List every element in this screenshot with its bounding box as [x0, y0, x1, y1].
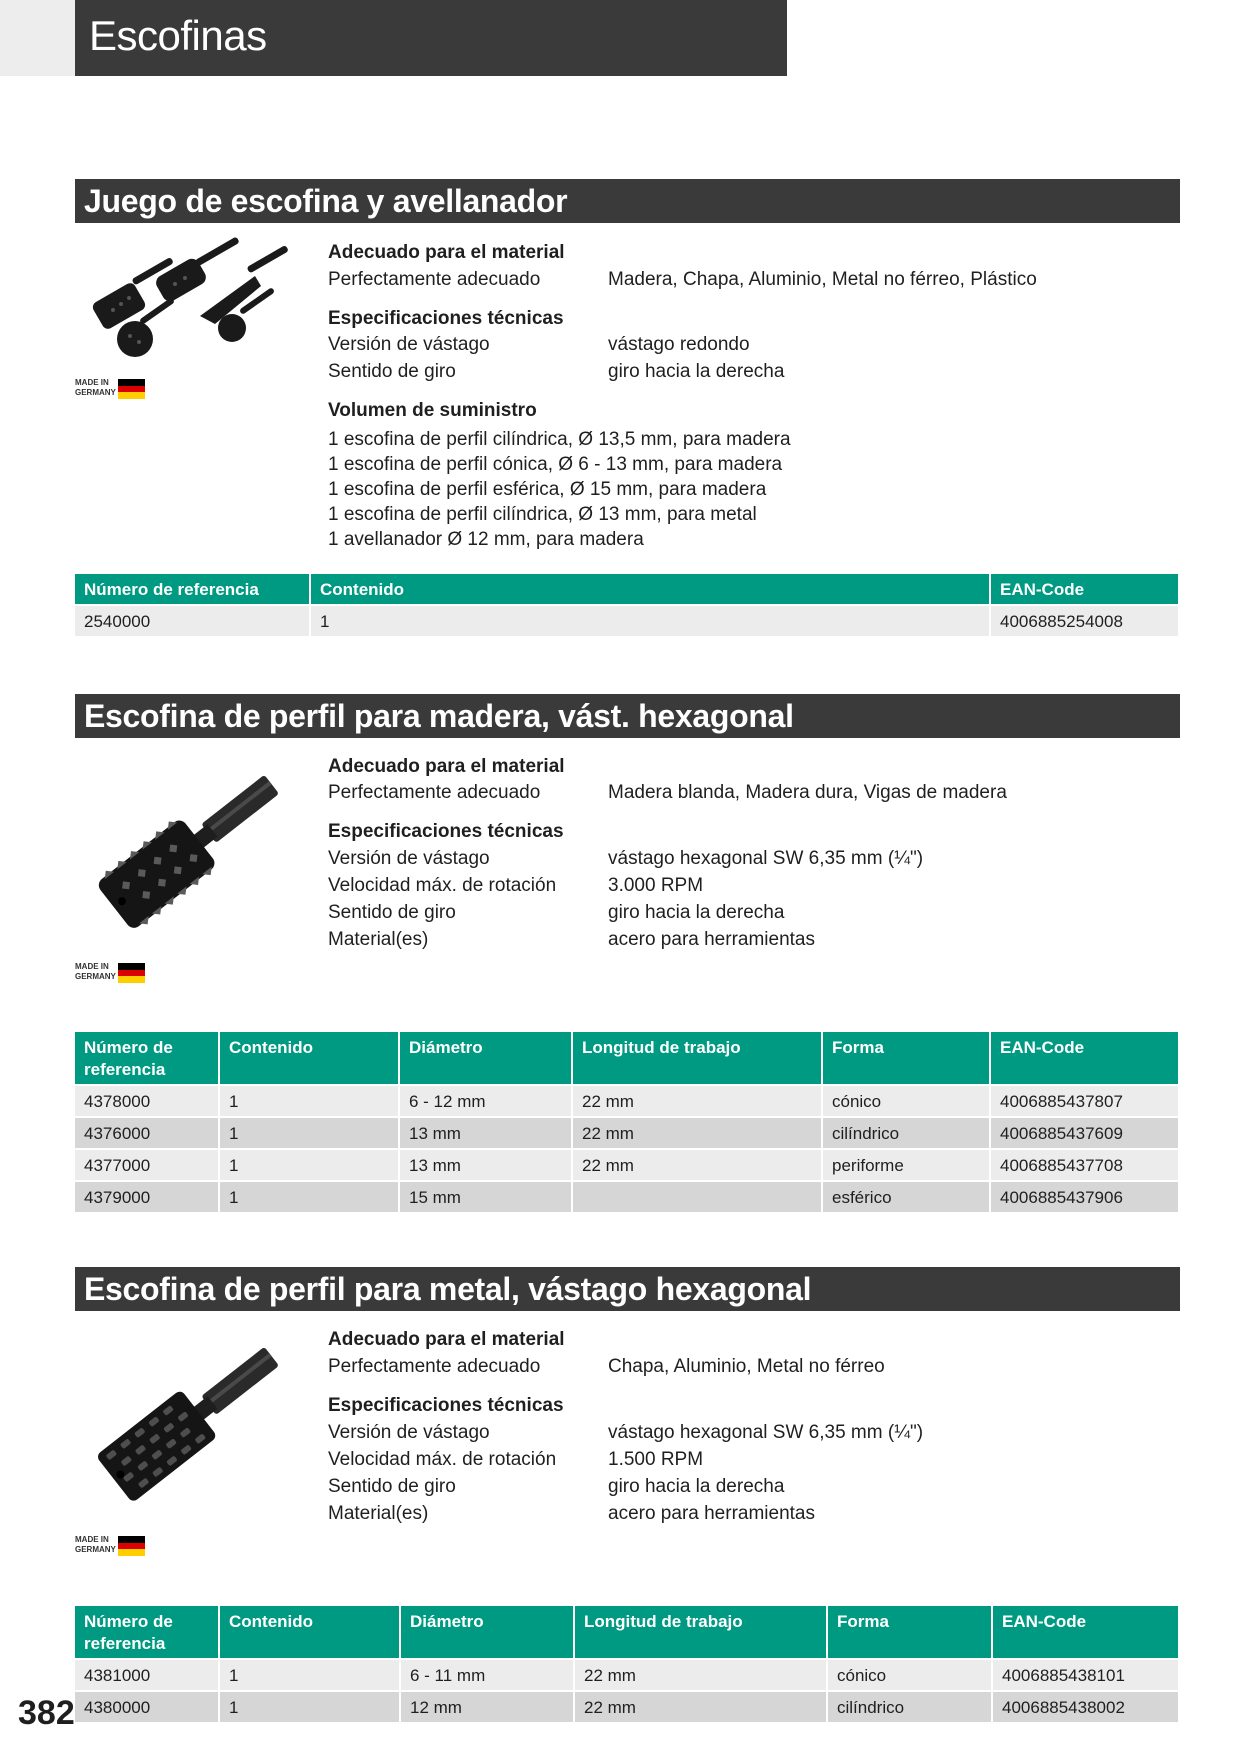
table-cell: 1: [219, 1149, 399, 1181]
table-cell: 4381000: [75, 1659, 219, 1691]
made-in-germany-badge: [75, 962, 155, 984]
material-label: Perfectamente adecuado: [328, 1356, 541, 1377]
table-cell: cilíndrico: [827, 1691, 992, 1722]
table-cell: 1: [219, 1085, 399, 1117]
column-header: EAN-Code: [992, 1606, 1178, 1659]
table-cell: 4006885254008: [990, 605, 1178, 636]
spec-value: giro hacia la derecha: [608, 902, 785, 923]
spec-label: Velocidad máx. de rotación: [328, 875, 557, 896]
made-in-line2: GERMANY: [75, 1545, 116, 1554]
spec-value: vástago hexagonal SW 6,35 mm (¼"): [608, 848, 924, 869]
spec-value: vástago hexagonal SW 6,35 mm (¼"): [608, 1422, 924, 1443]
material-value: Madera, Chapa, Aluminio, Metal no férreo, Plástico: [608, 269, 1037, 290]
spec-value: acero para herramientas: [608, 929, 815, 950]
table-cell: 4379000: [75, 1181, 219, 1212]
spec-label: Velocidad máx. de rotación: [328, 1449, 557, 1470]
rasp-set-image: [75, 236, 305, 366]
specs-heading: Especificaciones técnicas: [328, 821, 564, 842]
material-value: Chapa, Aluminio, Metal no férreo: [608, 1356, 885, 1377]
table-row: [75, 605, 1178, 636]
specs-heading: Especificaciones técnicas: [328, 1395, 564, 1416]
table-cell: 22 mm: [572, 1149, 822, 1181]
table-header-row: [75, 1032, 1178, 1085]
german-flag-icon: [118, 1536, 145, 1556]
table-cell: 4006885437906: [990, 1181, 1178, 1212]
spec-label: Versión de vástago: [328, 1422, 490, 1443]
column-header: Longitud de trabajo: [572, 1032, 822, 1085]
column-header: EAN-Code: [990, 1032, 1178, 1085]
table-cell: [572, 1181, 822, 1212]
column-header: Número de referencia: [75, 1032, 219, 1085]
section-title: Escofina de perfil para madera, vást. hexagonal: [84, 698, 794, 734]
page-title: Escofinas: [89, 12, 267, 59]
supply-item: 1 avellanador Ø 12 mm, para madera: [328, 529, 644, 550]
wood-rasp-image: [75, 752, 305, 942]
table-cell: 15 mm: [399, 1181, 572, 1212]
table-row: [75, 1181, 1178, 1212]
table-cell: 13 mm: [399, 1149, 572, 1181]
column-header: Longitud de trabajo: [574, 1606, 827, 1659]
spec-label: Material(es): [328, 1503, 429, 1524]
table-cell: 22 mm: [574, 1659, 827, 1691]
product-table: [75, 1032, 1178, 1212]
product-table: [75, 1606, 1178, 1722]
spec-value: 3.000 RPM: [608, 875, 704, 896]
made-in-germany-badge: [75, 1535, 155, 1557]
column-header: Número de referencia: [75, 574, 310, 605]
supply-item: 1 escofina de perfil cónica, Ø 6 - 13 mm, para madera: [328, 454, 783, 475]
spec-value: giro hacia la derecha: [608, 1476, 785, 1497]
table-cell: 4380000: [75, 1691, 219, 1722]
column-header: Contenido: [219, 1032, 399, 1085]
spec-label: Sentido de giro: [328, 902, 456, 923]
spec-value: vástago redondo: [608, 334, 750, 355]
material-heading: Adecuado para el material: [328, 756, 565, 777]
table-cell: 4006885438101: [992, 1659, 1178, 1691]
table-cell: 1: [219, 1117, 399, 1149]
page-edge-strip: [0, 0, 75, 76]
table-cell: 1: [219, 1659, 400, 1691]
table-header-row: [75, 1606, 1178, 1659]
table-cell: 4006885438002: [992, 1691, 1178, 1722]
table-row: [75, 1117, 1178, 1149]
section-title-bar: [75, 179, 1180, 223]
column-header: Contenido: [310, 574, 990, 605]
table-cell: 22 mm: [572, 1085, 822, 1117]
spec-label: Versión de vástago: [328, 334, 490, 355]
material-heading: Adecuado para el material: [328, 1329, 565, 1350]
table-cell: cónico: [827, 1659, 992, 1691]
table-cell: cilíndrico: [822, 1117, 990, 1149]
table-cell: cónico: [822, 1085, 990, 1117]
supply-heading: Volumen de suministro: [328, 400, 537, 421]
page-header: [75, 0, 787, 76]
spec-label: Versión de vástago: [328, 848, 490, 869]
table-header-row: [75, 574, 1178, 605]
table-cell: 22 mm: [572, 1117, 822, 1149]
section-title: Juego de escofina y avellanador: [84, 183, 568, 219]
table-cell: esférico: [822, 1181, 990, 1212]
section-title-bar: [75, 694, 1180, 738]
german-flag-icon: [118, 963, 145, 983]
table-cell: 2540000: [75, 605, 310, 636]
table-row: [75, 1659, 1178, 1691]
column-header: Diámetro: [399, 1032, 572, 1085]
specs-heading: Especificaciones técnicas: [328, 308, 564, 329]
made-in-line2: GERMANY: [75, 972, 116, 981]
supply-item: 1 escofina de perfil cilíndrica, Ø 13 mm, para metal: [328, 504, 757, 525]
made-in-line2: GERMANY: [75, 388, 116, 397]
column-header: Contenido: [219, 1606, 400, 1659]
spec-label: Sentido de giro: [328, 361, 456, 382]
section-title: Escofina de perfil para metal, vástago hexagonal: [84, 1271, 812, 1307]
table-cell: 13 mm: [399, 1117, 572, 1149]
made-in-line1: MADE IN: [75, 962, 109, 971]
spec-value: giro hacia la derecha: [608, 361, 785, 382]
product-table: [75, 574, 1178, 636]
table-cell: 4378000: [75, 1085, 219, 1117]
spec-value: acero para herramientas: [608, 1503, 815, 1524]
table-cell: 4006885437807: [990, 1085, 1178, 1117]
table-cell: 4006885437609: [990, 1117, 1178, 1149]
table-cell: periforme: [822, 1149, 990, 1181]
metal-rasp-image: [75, 1324, 305, 1514]
material-label: Perfectamente adecuado: [328, 782, 541, 803]
table-cell: 1: [310, 605, 990, 636]
material-label: Perfectamente adecuado: [328, 269, 541, 290]
table-cell: 1: [219, 1181, 399, 1212]
table-row: [75, 1149, 1178, 1181]
column-header: Número de referencia: [75, 1606, 219, 1659]
column-header: Diámetro: [400, 1606, 574, 1659]
table-cell: 1: [219, 1691, 400, 1722]
spec-value: 1.500 RPM: [608, 1449, 704, 1470]
table-cell: 6 - 12 mm: [399, 1085, 572, 1117]
spec-label: Sentido de giro: [328, 1476, 456, 1497]
table-row: [75, 1085, 1178, 1117]
german-flag-icon: [118, 379, 145, 399]
column-header: Forma: [827, 1606, 992, 1659]
supply-item: 1 escofina de perfil cilíndrica, Ø 13,5 mm, para madera: [328, 429, 791, 450]
table-cell: 4377000: [75, 1149, 219, 1181]
table-cell: 12 mm: [400, 1691, 574, 1722]
section-title-bar: [75, 1267, 1180, 1311]
column-header: EAN-Code: [990, 574, 1178, 605]
made-in-line1: MADE IN: [75, 1535, 109, 1544]
material-value: Madera blanda, Madera dura, Vigas de madera: [608, 782, 1007, 803]
page-number: 382: [18, 1694, 75, 1732]
made-in-line1: MADE IN: [75, 378, 109, 387]
material-heading: Adecuado para el material: [328, 242, 565, 263]
table-row: [75, 1691, 1178, 1722]
table-cell: 4376000: [75, 1117, 219, 1149]
spec-label: Material(es): [328, 929, 429, 950]
table-cell: 6 - 11 mm: [400, 1659, 574, 1691]
table-cell: 4006885437708: [990, 1149, 1178, 1181]
made-in-germany-badge: [75, 378, 155, 400]
column-header: Forma: [822, 1032, 990, 1085]
table-cell: 22 mm: [574, 1691, 827, 1722]
supply-item: 1 escofina de perfil esférica, Ø 15 mm, para madera: [328, 479, 767, 500]
